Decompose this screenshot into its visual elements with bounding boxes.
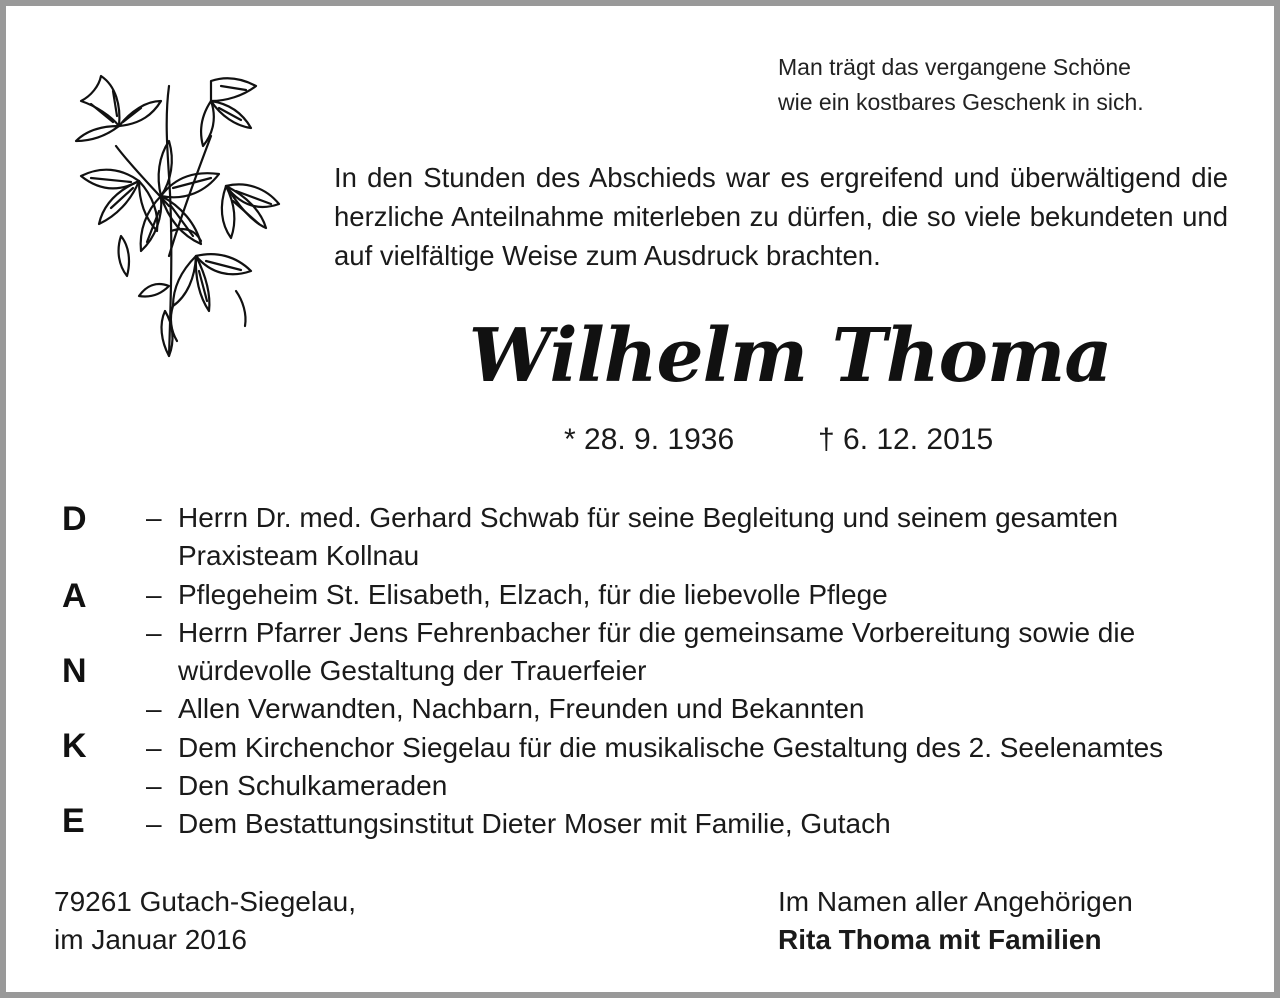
signature-block <box>778 883 1133 959</box>
quote-line-2: wie ein kostbares Geschenk in sich. <box>778 89 1144 115</box>
list-item-text: Herrn Pfarrer Jens Fehrenbacher für die gemeinsame Vorbereitung sowie die würdevolle Gestaltung der Trauerfeier <box>178 616 1136 687</box>
dash-marker: – <box>146 502 162 533</box>
birth-date: * 28. 9. 1936 <box>564 423 735 456</box>
danke-letter-n: N <box>62 652 87 690</box>
on-behalf-line: Im Namen aller Angehörigen <box>778 886 1133 917</box>
dash-marker: – <box>146 731 162 763</box>
list-item-text: Dem Bestattungsinstitut Dieter Moser mit Familie, Gutach <box>178 808 891 840</box>
danke-letter-d: D <box>62 500 87 538</box>
thanks-list <box>146 499 1236 844</box>
list-item-text: Dem Kirchenchor Siegelau für die musikalische Gestaltung des 2. Seelenamtes <box>178 731 1164 763</box>
list-item <box>146 805 1236 843</box>
epigraph-quote <box>778 50 1144 120</box>
place-line: 79261 Gutach-Siegelau, <box>54 886 356 917</box>
quote-line-1: Man trägt das vergangene Schöne <box>778 54 1131 80</box>
list-item-text: Herrn Dr. med. Gerhard Schwab für seine Begleitung und seinem gesamten Praxisteam Kollnau <box>178 502 1119 572</box>
danke-letter-a: A <box>62 577 87 615</box>
death-date: † 6. 12. 2015 <box>818 423 994 456</box>
deceased-name: Wilhelm Thoma <box>468 313 1112 399</box>
place-and-date <box>54 883 356 959</box>
dash-marker: – <box>146 808 162 840</box>
list-item-text: Allen Verwandten, Nachbarn, Freunden und Bekannten <box>178 693 865 725</box>
list-item <box>146 729 1236 767</box>
danke-letter-k: K <box>62 727 87 765</box>
intro-paragraph: In den Stunden des Abschieds war es ergreifend und überwältigend die herzliche Anteilnahme miterleben zu dürfen, die so viele bekundeten und auf vielfältige Weise zum Ausdruck brachten. <box>334 162 1228 271</box>
list-item <box>146 767 1236 805</box>
list-item-text: Pflegeheim St. Elisabeth, Elzach, für die liebevolle Pflege <box>178 578 888 610</box>
list-item <box>146 690 1236 728</box>
list-item-text: Den Schulkameraden <box>178 770 448 802</box>
list-item <box>146 499 1236 576</box>
dash-marker: – <box>146 693 162 725</box>
date-line: im Januar 2016 <box>54 924 248 955</box>
danke-letter-e: E <box>62 802 85 840</box>
dash-marker: – <box>146 578 162 610</box>
list-item <box>146 576 1236 614</box>
dash-marker: – <box>146 616 162 648</box>
list-item <box>146 614 1236 691</box>
signature-name: Rita Thoma mit Familien <box>778 924 1102 955</box>
dash-marker: – <box>146 770 162 802</box>
